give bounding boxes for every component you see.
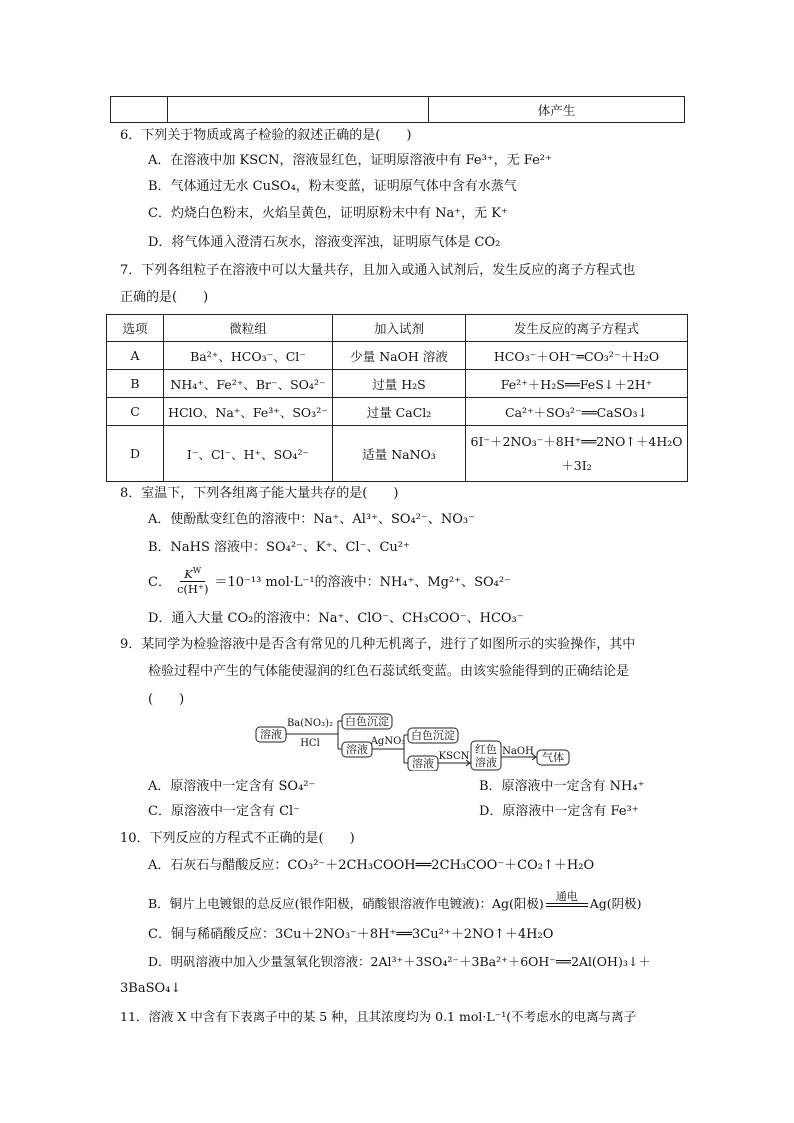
- flow-box2-label: 白色沉淀: [345, 715, 389, 728]
- q7-cell: A: [107, 342, 164, 370]
- q9-stem-line2: 检验过程中产生的气体能使湿润的红色石蕊试纸变蓝。由该实验能得到的正确结论是: [148, 664, 630, 679]
- q7-stem-line2: 正确的是( ): [120, 290, 209, 305]
- q10-b-left: B．铜片上电镀银的总反应(银作阳极，硝酸银溶液作电镀液)：Ag(阳极): [148, 896, 544, 911]
- q9-option-a: A．原溶液中一定含有 SO₄²⁻: [148, 779, 316, 794]
- q7-cell: I⁻、Cl⁻、H⁺、SO₄²⁻: [164, 426, 333, 482]
- q8-stem: 8．室温下，下列各组离子能大量共存的是( ): [120, 486, 399, 501]
- q10-option-d-line2: 3BaSO₄↓: [120, 981, 182, 996]
- q9-option-b: B．原溶液中一定含有 NH₄⁺: [479, 779, 645, 794]
- top-table-cell: 体产生: [429, 97, 685, 123]
- q9-stem-line1: 9．某同学为检验溶液中是否含有常见的几种无机离子，进行了如图所示的实验操作，其中: [120, 637, 636, 652]
- q8-c-fraction: [173, 563, 213, 598]
- q8-c-numerator: $K^W$: [180, 563, 205, 583]
- q6-option-c: C．灼烧白色粉末，火焰呈黄色，证明原粉末中有 Na⁺，无 K⁺: [148, 206, 508, 221]
- q7-header: 加入试剂: [333, 315, 466, 342]
- q10-stem: 10．下列反应的方程式不正确的是( ): [120, 831, 355, 846]
- flow-box5-label: 溶液: [412, 757, 434, 770]
- q6-option-a: A．在溶液中加 KSCN，溶液显红色，证明原溶液中有 Fe³⁺，无 Fe²⁺: [148, 153, 552, 168]
- q7-cell: C: [107, 398, 164, 426]
- flow-box4-label: 白色沉淀: [411, 729, 455, 742]
- q8-option-c: [148, 562, 511, 598]
- q8-option-a: A．使酚酞变红色的溶液中：Na⁺、Al³⁺、SO₄²⁻、NO₃⁻: [148, 512, 475, 527]
- flow-reagent1: Ba(NO₃)₂: [286, 718, 334, 729]
- top-table-cell: [168, 97, 429, 123]
- flow-reagent2: AgNO₃: [370, 736, 406, 747]
- q8-option-d: D．通入大量 CO₂的溶液中：Na⁺、ClO⁻、CH₃COO⁻、HCO₃⁻: [148, 611, 524, 626]
- q7-header: 发生反应的离子方程式: [466, 315, 688, 342]
- q9-option-d: D．原溶液中一定含有 Fe³⁺: [479, 804, 639, 819]
- q6-stem: 6．下列关于物质或离子检验的叙述正确的是( ): [120, 128, 412, 143]
- flow-box6b-label: 溶液: [475, 756, 497, 769]
- q7-cell: NH₄⁺、Fe²⁺、Br⁻、SO₄²⁻: [164, 370, 333, 398]
- q10-b-arrow-label: 通电: [555, 890, 578, 903]
- table-row: [107, 398, 688, 426]
- flow-reagent1b: HCl: [300, 738, 320, 749]
- flow-box7-label: 气体: [542, 751, 564, 764]
- flow-box1-label: 溶液: [260, 728, 282, 741]
- q7-cell: Fe²⁺＋H₂S══FeS↓＋2H⁺: [466, 370, 688, 398]
- q8-option-b: B．NaHS 溶液中：SO₄²⁻、K⁺、Cl⁻、Cu²⁺: [148, 540, 410, 555]
- flow-box6a-label: 红色: [475, 743, 497, 756]
- q10-option-c: C．铜与稀硝酸反应：3Cu＋2NO₃⁻＋8H⁺══3Cu²⁺＋2NO↑＋4H₂O: [148, 927, 554, 942]
- q7-cell: [466, 426, 688, 482]
- q7-stem-line1: 7．下列各组粒子在溶液中可以大量共存，且加入或通入试剂后，发生反应的离子方程式也: [120, 263, 636, 278]
- q9-option-c: C．原溶液中一定含有 Cl⁻: [148, 804, 301, 819]
- q7-cell: 适量 NaNO₃: [333, 426, 466, 482]
- q7-cell: HCO₃⁻＋OH⁻═CO₃²⁻＋H₂O: [466, 342, 688, 370]
- flow-reagent3: KSCN: [438, 751, 470, 762]
- q6-option-b: B．气体通过无水 CuSO₄，粉末变蓝，证明原气体中含有水蒸气: [148, 179, 517, 194]
- q10-option-d-line1: D．明矾溶液中加入少量氢氧化钡溶液：2Al³⁺＋3SO₄²⁻＋3Ba²⁺＋6OH⁻══2Al(OH)₃↓＋: [148, 954, 651, 969]
- q10-option-a: A．石灰石与醋酸反应：CO₃²⁻＋2CH₃COOH══2CH₃COO⁻＋CO₂↑＋H₂O: [148, 858, 595, 873]
- q7-cell: Ba²⁺、HCO₃⁻、Cl⁻: [164, 342, 333, 370]
- q7-cell: D: [107, 426, 164, 482]
- top-table-fragment: [110, 96, 685, 123]
- q7-cell: 过量 CaCl₂: [333, 398, 466, 426]
- flow-reagent4: NaOH: [502, 746, 534, 757]
- q8-c-denominator: c(H⁺): [176, 582, 209, 597]
- q7-cell: HClO、Na⁺、Fe³⁺、SO₃²⁻: [164, 398, 333, 426]
- q11-stem: 11．溶液 X 中含有下表离子中的某 5 种，且其浓度均为 0.1 mol·L⁻¹(不考虑水的电离与离子: [120, 1009, 637, 1024]
- q7-cell: 少量 NaOH 溶液: [333, 342, 466, 370]
- q8-c-prefix: C．: [148, 574, 171, 590]
- q7-d-equation-line2: ＋3I₂: [561, 457, 592, 473]
- q7-header: 微粒组: [164, 315, 333, 342]
- q7-cell: 过量 H₂S: [333, 370, 466, 398]
- q6-option-d: D．将气体通入澄清石灰水，溶液变浑浊，证明原气体是 CO₂: [148, 235, 501, 250]
- top-table-cell: [111, 97, 168, 123]
- table-row: [107, 342, 688, 370]
- q7-cell: Ca²⁺＋SO₃²⁻══CaSO₃↓: [466, 398, 688, 426]
- q9-stem-line3: ( ): [148, 692, 185, 707]
- q10-b-arrow: [546, 891, 588, 914]
- q9-flow-diagram: [254, 713, 574, 771]
- q8-c-rest: ＝10⁻¹³ mol·L⁻¹的溶液中：NH₄⁺、Mg²⁺、SO₄²⁻: [214, 574, 511, 590]
- q10-b-right: Ag(阴极): [589, 896, 642, 911]
- q7-d-equation-line1: 6I⁻＋2NO₃⁻＋8H⁺══2NO↑＋4H₂O: [470, 433, 683, 449]
- equals-sign-icon: [546, 903, 588, 907]
- q10-option-b: [148, 882, 642, 914]
- q7-cell: B: [107, 370, 164, 398]
- q7-table: [106, 314, 688, 482]
- table-row: [107, 426, 688, 482]
- flow-box3-label: 溶液: [346, 743, 368, 756]
- q7-header: 选项: [107, 315, 164, 342]
- table-row: [107, 370, 688, 398]
